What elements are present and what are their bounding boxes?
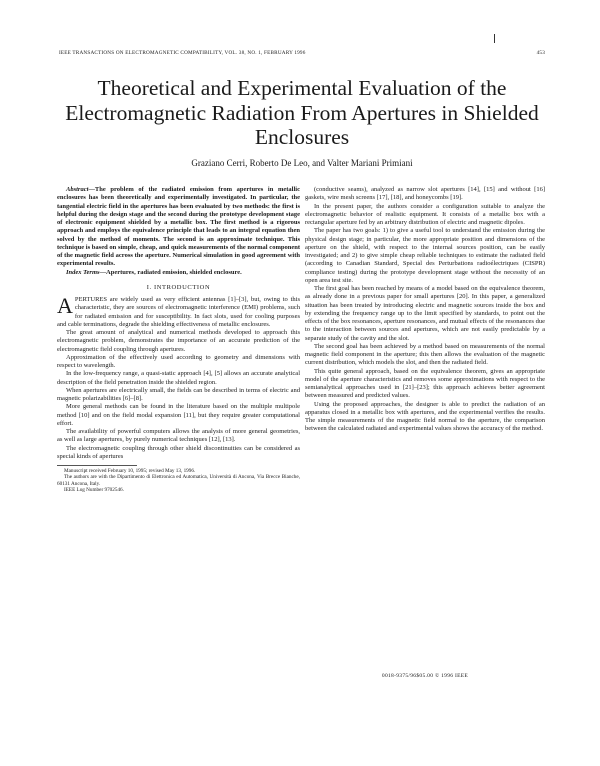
paper-title: Theoretical and Experimental Evaluation of the Electromagnetic Radiation From Apertures in Shielded Enclosures: [65, 76, 539, 149]
body-paragraph: In the present paper, the authors consider a configuration suitable to analyze the electromagnetic behavior of realistic equipment. It consists of a metallic box with a rectangular aperture fed by an arbitrary distribution of electric and magnetic dipoles.: [305, 202, 545, 226]
intro-paragraph: When apertures are electrically small, the fields can be described in terms of electric and magnetic polarizabilities [6]–[8].: [57, 386, 300, 402]
abstract-label: Abstract: [66, 186, 89, 193]
section-heading: I. INTRODUCTION: [146, 283, 211, 291]
corner-mark: [494, 34, 495, 43]
intro-paragraph-1: [57, 293, 300, 329]
author-line: Graziano Cerri, Roberto De Leo, and Valter Mariani Primiani: [191, 158, 413, 168]
index-terms-label: Index Terms: [66, 268, 100, 276]
intro-paragraph: In the low-frequency range, a quasi-static approach [4], [5] allows an accurate analytical description of the field penetration inside the shielded region.: [57, 370, 300, 386]
body-paragraph: This quite general approach, based on the equivalence theorem, gives an appropriate model of the aperture characteristics and removes some approximations with respect to the semianalytical approaches used in [21]–[23]; this approach achieves better agreement between measured and predicted values.: [305, 367, 545, 400]
body-paragraph: (conductive seams), analyzed as narrow slot apertures [14], [15] and without [16] gaskets, wire mesh screens [17], [18], and honeycombs [19].: [305, 186, 545, 202]
intro-paragraph: More general methods can be found in the literature based on the multiple multipole method [10] and on the field modal expansion [11], but they require greater computational effort.: [57, 403, 300, 427]
footnote-line: IEEE Log Number 9702546.: [64, 486, 124, 493]
body-paragraph: The first goal has been reached by means of a model based on the equivalence theorem, as already done in a previous paper for small apertures [20]. In this paper, a generalized situation has been treated by introducing electric and magnetic sources inside the box and by extending the frequency range up to the limit specified by standards, to point out the effects of the box resonances, aperture resonances, and mutual effects of the resonances due to the interaction between sources and apertures, which are not easily predictable by a separate study of the cavity and the slot.: [305, 285, 545, 342]
body-paragraph: The second goal has been achieved by a method based on measurements of the normal magnetic field component in the aperture; this then allows the evaluation of the magnetic current distribution, which models the slot, and then the radiated field.: [305, 342, 545, 367]
body-paragraph: The paper has two goals: 1) to give a useful tool to understand the emission during the physical design stage; in particular, the more appropriate position and dimensions of the aperture on the shield, with respect to the internal sources position, can be easily investigated; and 2) to give simple cheap reliable techniques to estimate the radiated field (according to Canadian Standard, Special des Perturbations radioélectriques (CISPR) compliance testing) during the prototype development stage without the necessity of an open area test site.: [305, 227, 545, 284]
copyright-line: 0018-9375/96$05.00 © 1996 IEEE: [381, 673, 469, 679]
index-terms-text: —Apertures, radiated emission, shielded enclosure.: [99, 268, 242, 276]
intro-paragraph: The electromagnetic coupling through other shield discontinuities can be considered as special kinds of apertures: [57, 444, 300, 460]
left-column: [57, 186, 300, 493]
footnote-block: [57, 468, 300, 493]
intro-paragraph-1-text: PERTURES are widely used as very efficient antennas [1]–[3], but, owing to this characteristic, they are sources of electromagnetic interference (EMI) problems, such for radiated emission and for susceptibility. In fact slots, used for cooling purposes and cable terminations, degrade the shielding effectiveness of metallic enclosures.: [57, 296, 300, 328]
dropcap: A: [57, 293, 73, 318]
page-number: 453: [536, 50, 545, 56]
intro-paragraph: The great amount of analytical and numerical methods developed to approach this electromagnetic problem, demonstrates the importance of an accurate prediction of the electromagnetic field coupling through apertures.: [57, 329, 300, 353]
abstract-text: —The problem of the radiated emission from apertures in metallic enclosures has been theoretically and experimentally investigated. In particular, the tangential electric field in the apertures has been evaluated by two methods: the first is helpful during the design stage and the second during the prototype development stage of electronic equipment shielded by a metallic box. The first method is a rigorous approach and employs the equivalence principle that leads to an integral equation then solved by the method of moments. The second is an approximate technique. This technique is based on simple, cheap, and quick measurements of the normal component of the magnetic field across the aperture. Numerical simulation in good agreement with experimental results.: [57, 186, 300, 268]
intro-paragraph: The availability of powerful computers allows the analysis of more general geometries, as well as large apertures, by purely numerical techniques [12], [13].: [57, 428, 300, 444]
footnote-line: Manuscript received February 10, 1995; revised May 13, 1996.: [64, 468, 196, 474]
right-column: [305, 186, 545, 434]
index-terms: [57, 269, 300, 277]
footnote-rule: [57, 465, 137, 466]
intro-paragraph: Approximation of the effectively used according to geometry and dimensions with respect to wavelength.: [57, 353, 300, 369]
body-paragraph: Using the proposed approaches, the designer is able to predict the radiation of an apparatus closed in a metallic box with apertures, and the experimental verifies the results. The simple measurements of the magnetic field normal to the aperture, the comparison between the calculated radiated and experimental values shows the accuracy of the method.: [305, 400, 545, 433]
running-header-text: IEEE TRANSACTIONS ON ELECTROMAGNETIC COMPATIBILITY, VOL. 38, NO. 1, FEBRUARY 1996: [59, 50, 306, 56]
running-header: [59, 50, 545, 56]
abstract: [57, 186, 300, 269]
footnote-line: The authors are with the Dipartimento di Elettronica ed Automatica, Università di Ancona, Via Brecce Bianche, 60131 Ancona, Italy.: [57, 474, 300, 487]
